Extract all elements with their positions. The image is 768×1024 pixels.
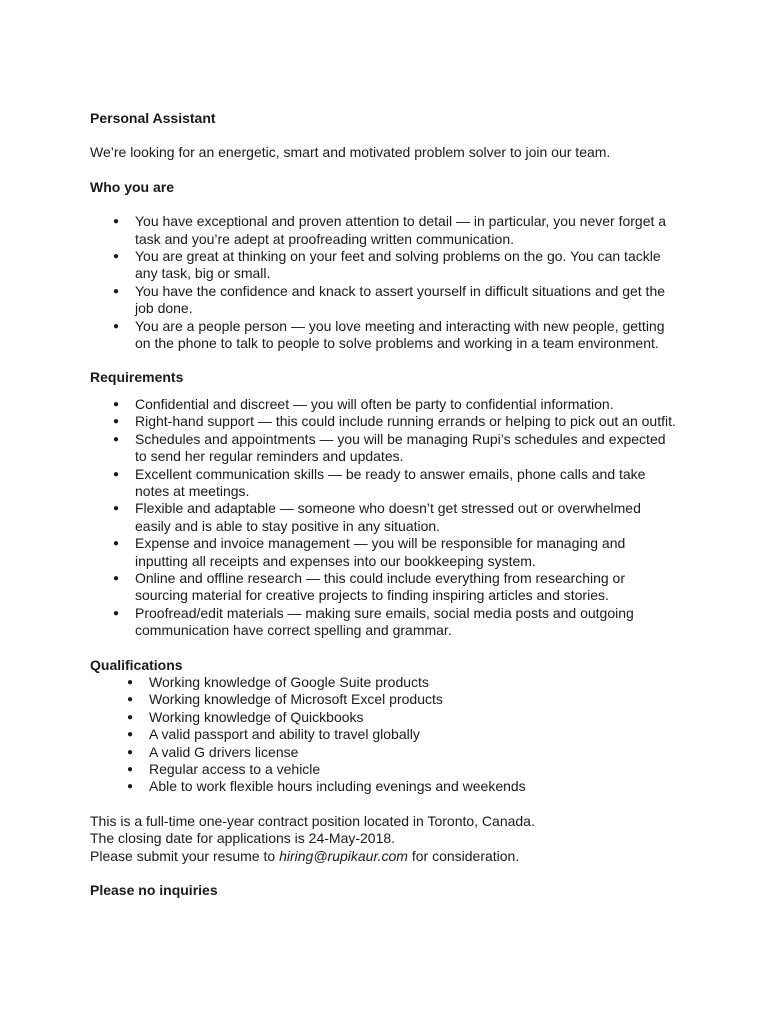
- bullet-icon: ●: [127, 764, 134, 775]
- qualifications-list: [90, 674, 680, 796]
- bullet-icon: ●: [127, 711, 134, 723]
- bullet-icon: ●: [127, 746, 134, 758]
- bullet-icon: ●: [113, 251, 120, 263]
- bullet-icon: ●: [127, 781, 134, 793]
- list-item: ● You have exceptional and proven attention to detail — in particular, you never forget a task and you’re adept at proofreading written communication.: [113, 213, 667, 247]
- list-item: ● A valid passport and ability to travel globally: [127, 726, 420, 743]
- position-details: This is a full-time one-year contract position located in Toronto, Canada.: [90, 812, 535, 829]
- bullet-icon: ●: [113, 285, 120, 297]
- no-inquiries-note: Please no inquiries: [90, 882, 218, 899]
- list-item: ● Expense and invoice management — you will be responsible for managing and inputting all receipts and expenses into our bookkeeping system.: [113, 535, 626, 569]
- requirements-list: [90, 396, 680, 640]
- list-item: ● Working knowledge of Microsoft Excel products: [127, 691, 443, 708]
- bullet-icon: ●: [113, 433, 120, 445]
- bullet-icon: ●: [113, 216, 120, 228]
- bullet-icon: ●: [113, 572, 120, 584]
- bullet-icon: ●: [113, 398, 120, 410]
- list-item: ● You have the confidence and knack to assert yourself in difficult situations and get the job done.: [113, 282, 666, 317]
- contact-email: hiring@rupikaur.com: [279, 847, 408, 864]
- list-item: ● Confidential and discreet — you will often be party to confidential information.: [113, 395, 614, 412]
- list-item: ● Working knowledge of Quickbooks: [127, 708, 364, 725]
- bullet-icon: ●: [113, 320, 120, 332]
- list-item: ● Excellent communication skills — be ready to answer emails, phone calls and take notes at meetings.: [113, 465, 646, 499]
- list-item: ● Right-hand support — this could include running errands or helping to pick out an outfit.: [113, 413, 676, 430]
- bullet-icon: ●: [113, 503, 120, 515]
- list-item: ● Able to work flexible hours including evenings and weekends: [127, 778, 526, 795]
- bullet-icon: ●: [113, 538, 120, 550]
- closing-date: The closing date for applications is 24-May-2018.: [90, 830, 396, 847]
- list-item: ● Schedules and appointments — you will be managing Rupi’s schedules and expected to send her regular reminders and updates.: [113, 430, 666, 465]
- bullet-icon: ●: [113, 468, 120, 480]
- list-item: ● Working knowledge of Google Suite products: [127, 673, 429, 690]
- list-item: ● Proofread/edit materials — making sure emails, social media posts and outgoing communication have correct spelling and grammar.: [113, 604, 634, 639]
- list-item: ● A valid G drivers license: [127, 743, 299, 760]
- list-item: ● Flexible and adaptable — someone who doesn’t get stressed out or overwhelmed easily and is able to stay positive in any situation.: [113, 500, 641, 534]
- bullet-icon: ●: [113, 416, 120, 428]
- bullet-icon: ●: [113, 607, 120, 619]
- intro-paragraph: We’re looking for an energetic, smart and motivated problem solver to join our team.: [90, 144, 611, 161]
- document-title: Personal Assistant: [90, 110, 216, 126]
- bullet-icon: ●: [127, 729, 134, 741]
- list-item: ● Regular access to a vehicle: [127, 761, 321, 777]
- requirements-heading: Requirements: [90, 369, 184, 386]
- who-you-are-heading: Who you are: [90, 178, 175, 195]
- list-item: ● You are a people person — you love meeting and interacting with new people, getting on the phone to talk to people to solve problems and working in a team environment.: [113, 317, 665, 352]
- job-posting-document: [90, 110, 680, 899]
- list-item: ● Online and offline research — this could include everything from researching or sourcing material for creative projects to finding inspiring articles and stories.: [113, 569, 625, 604]
- bullet-icon: ●: [127, 694, 134, 706]
- closing-paragraph: [90, 813, 680, 865]
- qualifications-heading: Qualifications: [90, 656, 183, 673]
- submission-instructions: Please submit your resume to hiring@rupikaur.com for consideration.: [90, 847, 520, 864]
- who-you-are-list: [90, 213, 680, 352]
- list-item: ● You are great at thinking on your feet and solving problems on the go. You can tackle any task, big or small.: [113, 248, 661, 282]
- bullet-icon: ●: [127, 676, 134, 688]
